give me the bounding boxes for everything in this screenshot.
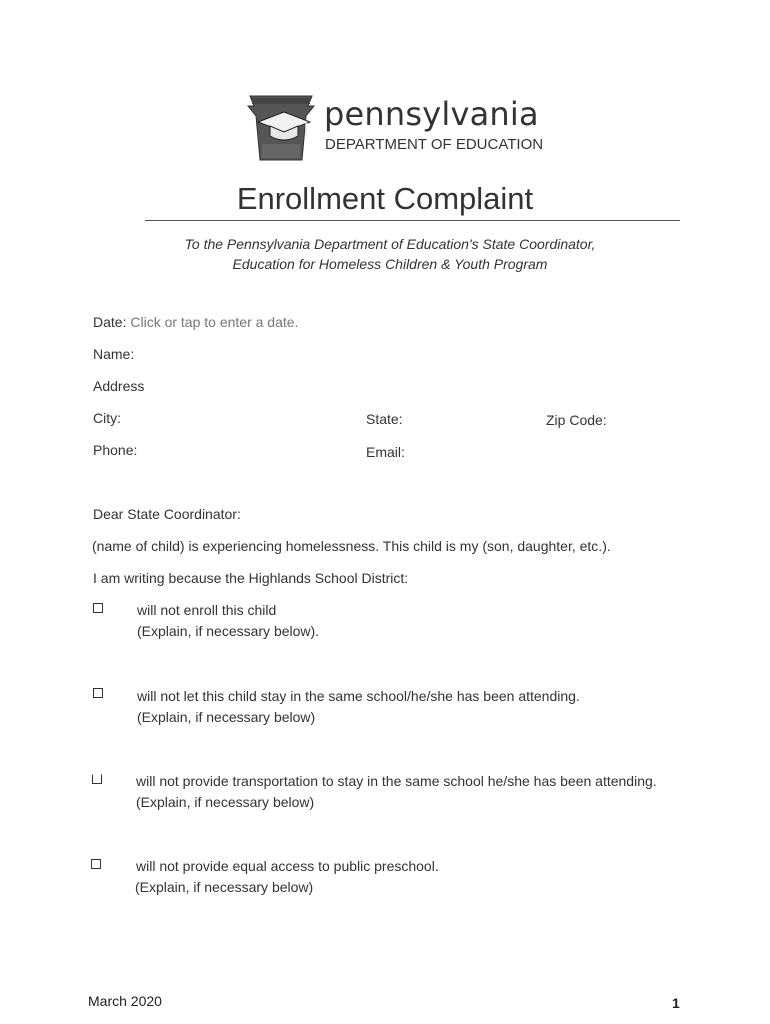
- logo-wordmark: pennsylvania: [324, 95, 539, 133]
- date-label: Date:: [93, 314, 127, 330]
- salutation: Dear State Coordinator:: [93, 506, 241, 522]
- date-input[interactable]: Click or tap to enter a date.: [130, 314, 299, 330]
- page-title: Enrollment Complaint: [236, 181, 534, 216]
- address-label: Address: [93, 378, 145, 394]
- option-note-preschool: (Explain, if necessary below): [135, 879, 314, 895]
- option-text-same-school: will not let this child stay in the same school/he/she has been attending.: [137, 688, 580, 704]
- logo-department: DEPARTMENT OF EDUCATION: [325, 136, 544, 153]
- state-label: State:: [366, 411, 403, 427]
- keystone-graduation-cap-icon: [244, 92, 318, 164]
- child-statement: (name of child) is experiencing homelessness. This child is my (son, daughter, etc.).: [92, 538, 611, 554]
- date-field-row[interactable]: [93, 313, 298, 331]
- zip-code-label: Zip Code:: [546, 412, 607, 428]
- option-checkbox-transportation[interactable]: [92, 774, 102, 784]
- email-label: Email:: [366, 444, 405, 460]
- reason-intro: I am writing because the Highlands School District:: [93, 570, 409, 586]
- footer-date: March 2020: [88, 993, 162, 1009]
- title-divider: [145, 220, 680, 221]
- option-checkbox-enroll[interactable]: [93, 603, 103, 613]
- option-text-enroll: will not enroll this child: [137, 602, 277, 618]
- option-note-same-school: (Explain, if necessary below): [137, 709, 316, 725]
- option-text-preschool: will not provide equal access to public preschool.: [136, 858, 439, 874]
- phone-label: Phone:: [93, 442, 138, 458]
- option-note-transportation: (Explain, if necessary below): [136, 794, 315, 810]
- pde-logo: [244, 92, 544, 164]
- option-text-transportation: will not provide transportation to stay in the same school he/she has been attending.: [136, 773, 657, 789]
- option-checkbox-same-school[interactable]: [93, 688, 103, 698]
- name-label: Name:: [93, 346, 135, 362]
- option-checkbox-preschool[interactable]: [91, 859, 101, 869]
- page-number: 1: [672, 995, 680, 1011]
- addressee-line-1: To the Pennsylvania Department of Education's State Coordinator,: [184, 236, 596, 252]
- option-note-enroll: (Explain, if necessary below).: [137, 623, 320, 639]
- addressee-line-2: Education for Homeless Children & Youth Program: [232, 256, 548, 272]
- city-label: City:: [93, 410, 121, 426]
